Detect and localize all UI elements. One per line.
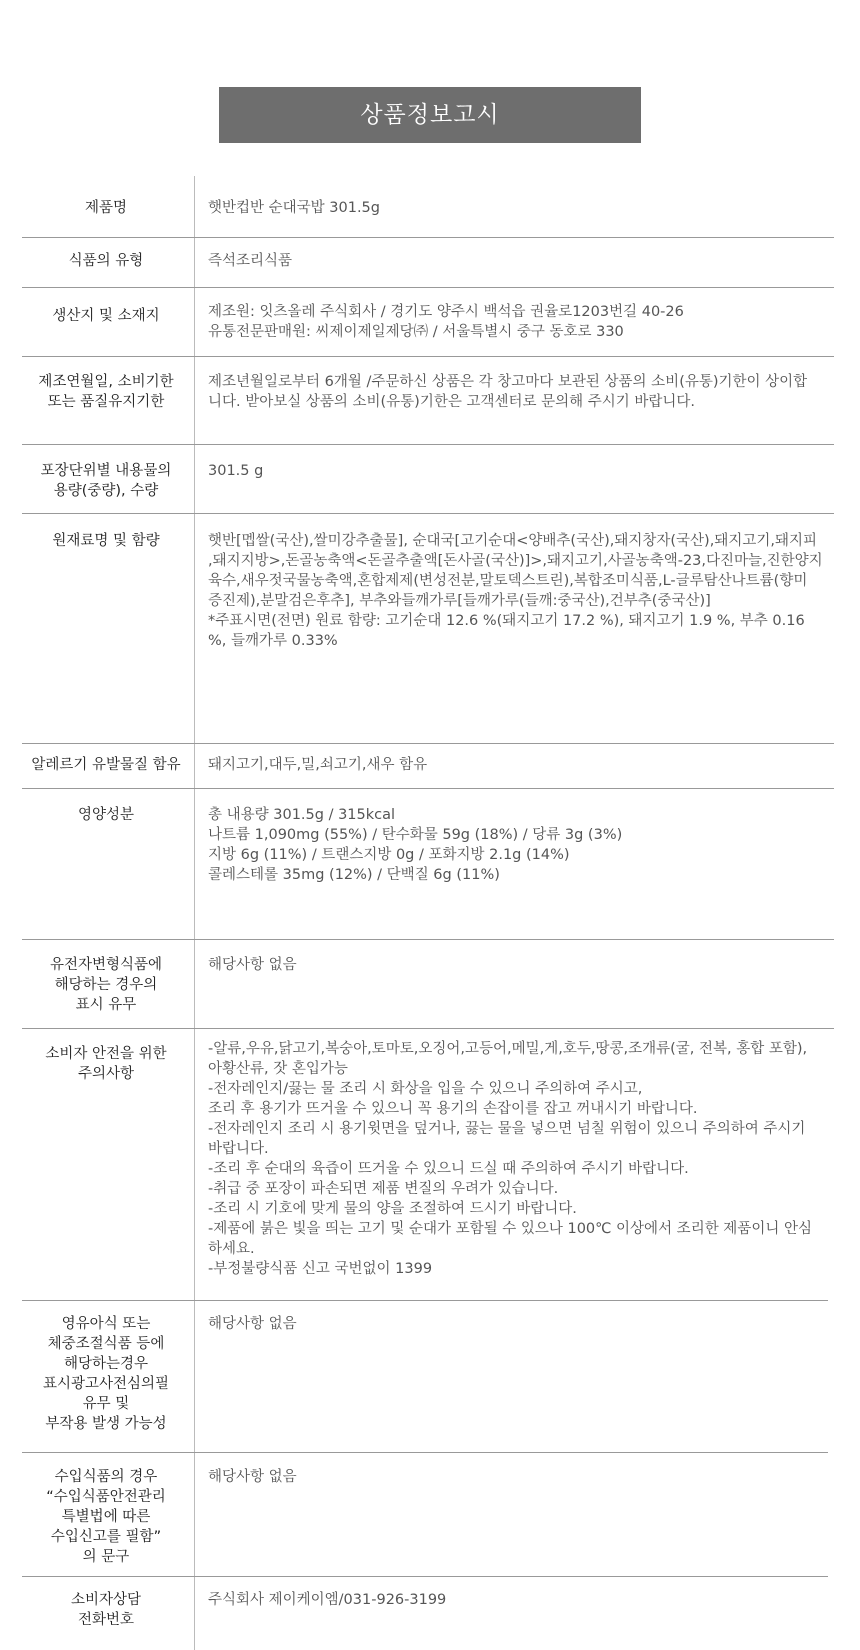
row-label-ingredients: 원재료명 및 함량 (52, 533, 160, 549)
row-label-capacity: 포장단위별 내용물의 용량(중량), 수량 (40, 463, 172, 499)
row-value-infant-diet: 해당사항 없음 (208, 1316, 297, 1332)
row-divider (22, 356, 834, 357)
row-label-food-type: 식품의 유형 (68, 253, 144, 269)
row-divider (22, 743, 834, 744)
page-title: 상품정보고시 (219, 87, 641, 143)
row-divider (22, 237, 834, 238)
row-divider (22, 1576, 828, 1577)
row-value-safety: -알류,우유,닭고기,복숭아,토마토,오징어,고등어,메밀,게,호두,땅콩,조개류(굴, 전복, 홍합 포함), 아황산류, 잣 혼입가능 -전자레인지/끓는 물 조리 시 화상을 입을 수 있으니 주의하여 주시고, 조리 후 용기가 뜨거울 수 있으니 꼭 용기의 손잡이를 잡고 꺼내시기 바랍니다. -전자레인지 조리 시 용기윗면을 덮거나, 끓는 물을 넣으면 넘칠 위험이 있으니 주의하여 주시기 바랍니다. -조리 후 순대의 육즙이 뜨거울 수 있으니 드실 때 주의하여 주시기 바랍니다. -취급 중 포장이 파손되면 제품 변질의 우려가 있습니다. -조리 시 기호에 맞게 물의 양을 조절하여 드시기 바랍니다. -제품에 붉은 빛을 띄는 고기 및 순대가 포함될 수 있으나 100℃ 이상에서 조리한 제품이니 안심 하세요. -부정불량식품 신고 국번없이 1399 (208, 1041, 812, 1277)
row-label-gmo: 유전자변형식품에 해당하는 경우의 표시 유무 (49, 957, 163, 1013)
row-value-food-type: 즉석조리식품 (208, 253, 293, 269)
row-value-expiry: 제조년월일로부터 6개월 /주문하신 상품은 각 창고마다 보관된 상품의 소비(유통)기한이 상이합 니다. 받아보실 상품의 소비(유통)기한은 고객센터로 문의해 주시기 바랍니다. (208, 374, 808, 410)
row-label-infant-diet: 영유아식 또는 체중조절식품 등에 해당하는경우 표시광고사전심의필 유무 및 부작용 발생 가능성 (42, 1316, 170, 1432)
row-label-nutrition: 영양성분 (77, 807, 135, 823)
row-value-ingredients: 햇반[멥쌀(국산),쌀미강추출물], 순대국[고기순대<양배추(국산),돼지창자(국산),돼지고기,돼지피 ,돼지지방>,돈골농축액<돈골추출액[돈사골(국산)]>,돼지고기,사골농축액-23,다진마늘,진한양지 육수,새우젓국물농축액,혼합제제(변성전분,말토덱스트린),복합조미식품,L-글루탐산나트륨(향미 증진제),분말검은후추], 부추와들깨가루[들깨가루(들깨:중국산),건부추(중국산)] *주표시면(전면) 원료 함량: 고기순대 12.6 %(돼지고기 17.2 %), 돼지고기 1.9 %, 부추 0.16 %, 들깨가루 0.33% (208, 533, 823, 649)
row-value-nutrition: 총 내용량 301.5g / 315kcal 나트륨 1,090mg (55%) / 탄수화물 59g (18%) / 당류 3g (3%) 지방 6g (11%) / 트랜스지방 0g / 포화지방 2.1g (14%) 콜레스테롤 35mg (12%) / 단백질 6g (11%) (208, 807, 623, 883)
row-divider (22, 287, 834, 288)
row-divider (22, 1300, 828, 1301)
row-value-import: 해당사항 없음 (208, 1469, 297, 1485)
row-divider (22, 444, 834, 445)
row-label-expiry: 제조연월일, 소비기한 또는 품질유지기한 (38, 374, 174, 410)
row-value-consumer-contact: 주식회사 제이케이엠/031-926-3199 (208, 1592, 447, 1608)
row-value-gmo: 해당사항 없음 (208, 957, 297, 973)
row-label-safety: 소비자 안전을 위한 주의사항 (45, 1046, 167, 1082)
row-divider (22, 788, 834, 789)
row-label-import: 수입식품의 경우 “수입식품안전관리 특별법에 따른 수입신고를 필함” 의 문구 (46, 1469, 166, 1565)
row-divider (22, 1452, 828, 1453)
row-value-allergens: 돼지고기,대두,밀,쇠고기,새우 함유 (208, 757, 428, 773)
row-value-product-name: 햇반컵반 순대국밥 301.5g (208, 200, 380, 216)
row-label-origin: 생산지 및 소재지 (52, 308, 160, 324)
row-value-capacity: 301.5 g (208, 463, 264, 479)
row-value-origin: 제조원: 잇츠올레 주식회사 / 경기도 양주시 백석읍 권율로1203번길 40-26 유통전문판매원: 씨제이제일제당㈜ / 서울특별시 중구 동호로 330 (208, 304, 684, 340)
row-divider (22, 1028, 834, 1029)
row-divider (22, 513, 834, 514)
column-divider (194, 176, 195, 1650)
row-divider (22, 939, 834, 940)
row-label-product-name: 제품명 (84, 200, 128, 216)
row-label-allergens: 알레르기 유발물질 함유 (31, 757, 181, 773)
row-label-consumer-contact: 소비자상담 전화번호 (70, 1592, 142, 1628)
